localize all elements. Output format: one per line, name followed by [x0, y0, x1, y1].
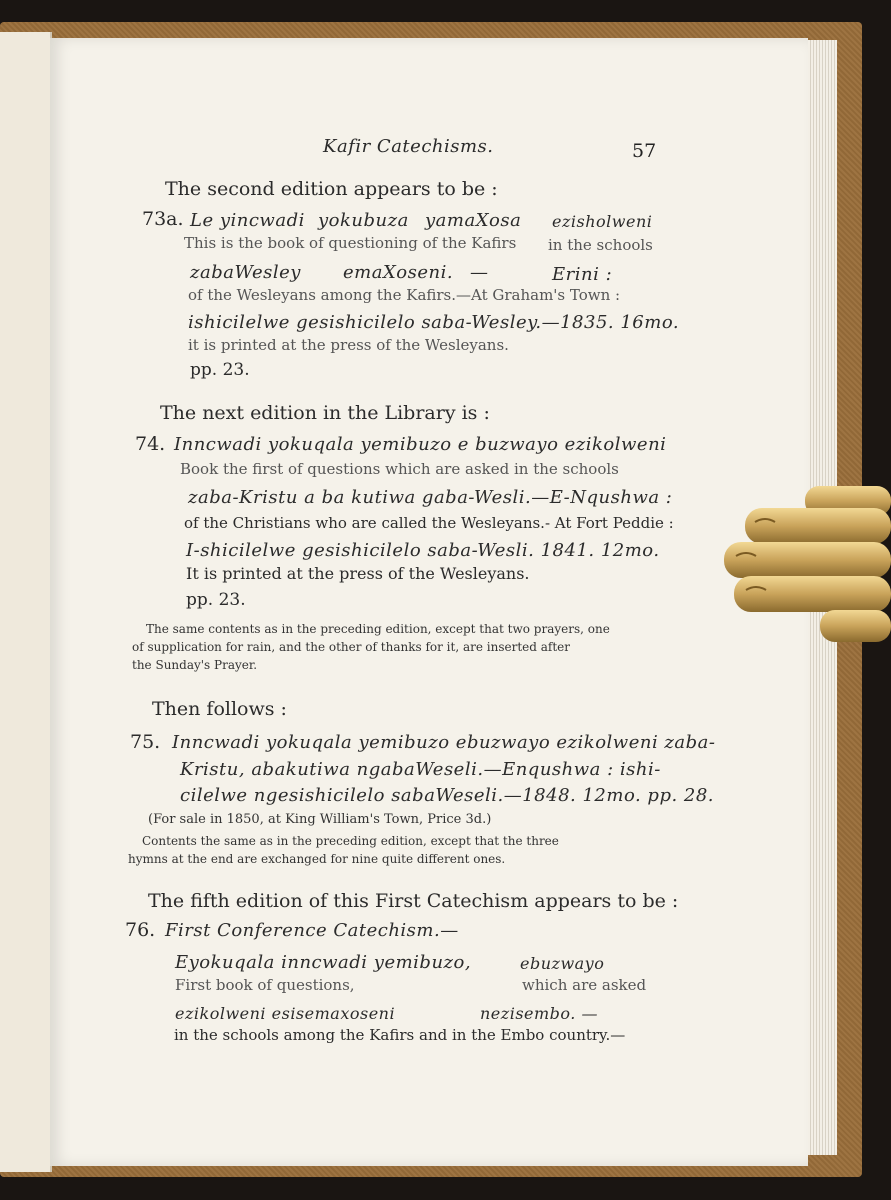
- english-gloss: It is printed at the press of the Wesleyans.: [186, 564, 530, 583]
- english-gloss: of the Christians who are called the Wesleyans.- At Fort Peddie :: [184, 514, 674, 532]
- brass-hand-bookweight: [720, 482, 891, 662]
- running-head-title: Kafir Catechisms.: [323, 136, 494, 157]
- english-gloss: of the Wesleyans among the Kafirs.—At Graham's Town :: [188, 286, 621, 304]
- intro-line-fifth-edition: The fifth edition of this First Catechism appears to be :: [148, 890, 679, 912]
- english-gloss: it is printed at the press of the Wesleyans.: [188, 336, 509, 354]
- kafir-text: Inncwadi yokuqala yemibuzo e buzwayo ezikolweni: [174, 434, 667, 455]
- kafir-text: zabaWesley: [190, 262, 301, 283]
- note-text: Contents the same as in the preceding edition, except that the three: [142, 834, 559, 848]
- left-page-edge: [0, 32, 52, 1172]
- page-number: 57: [632, 140, 657, 162]
- kafir-text: Kristu, abakutiwa ngabaWeseli.—Enqushwa : ishi-: [180, 759, 661, 780]
- note-text: The same contents as in the preceding edition, except that two prayers, one: [146, 622, 610, 636]
- kafir-text: ezisholweni: [552, 212, 653, 231]
- english-gloss: First book of questions,: [175, 976, 355, 994]
- intro-line-then-follows: Then follows :: [152, 698, 287, 720]
- kafir-text: ishicilelwe gesishicilelo saba-Wesley.—1835. 16mo.: [188, 312, 680, 333]
- kafir-text: Eyokuqala inncwadi yemibuzo,: [175, 952, 472, 973]
- english-gloss: in the schools: [548, 236, 653, 254]
- kafir-text: First Conference Catechism.—: [165, 920, 459, 941]
- kafir-text: Erini :: [552, 264, 613, 285]
- english-gloss: Book the first of questions which are asked in the schools: [180, 460, 619, 478]
- kafir-text: yokubuza: [318, 210, 409, 231]
- kafir-text: ebuzwayo: [520, 954, 605, 973]
- kafir-text: —: [470, 262, 489, 283]
- entry-number: 74.: [135, 433, 166, 455]
- note-text: the Sunday's Prayer.: [132, 658, 258, 672]
- kafir-text: yamaXosa: [425, 210, 522, 231]
- entry-number: 75.: [130, 731, 161, 753]
- entry-number: 73a.: [142, 208, 184, 230]
- kafir-text: Le yincwadi: [190, 210, 305, 231]
- intro-line-second-edition: The second edition appears to be :: [165, 178, 498, 200]
- kafir-text: zaba-Kristu a ba kutiwa gaba-Wesli.—E-Nqushwa :: [188, 487, 673, 508]
- entry-number: 76.: [125, 919, 156, 941]
- pagination-note: pp. 23.: [190, 360, 250, 380]
- english-gloss: which are asked: [522, 976, 647, 994]
- kafir-text: ezikolweni esisemaxoseni: [175, 1004, 396, 1023]
- note-text: (For sale in 1850, at King William's Town, Price 3d.): [148, 812, 492, 827]
- kafir-text: emaXoseni.: [343, 262, 454, 283]
- note-text: hymns at the end are exchanged for nine quite different ones.: [128, 852, 506, 866]
- note-text: of supplication for rain, and the other of thanks for it, are inserted after: [132, 640, 570, 654]
- intro-line-next-edition: The next edition in the Library is :: [160, 402, 490, 424]
- english-gloss: This is the book of questioning of the Kafirs: [184, 234, 517, 252]
- kafir-text: I-shicilelwe gesishicilelo saba-Wesli. 1841. 12mo.: [186, 540, 660, 561]
- kafir-text: Inncwadi yokuqala yemibuzo ebuzwayo ezikolweni zaba-: [172, 732, 716, 753]
- kafir-text: cilelwe ngesishicilelo sabaWeseli.—1848. 12mo. pp. 28.: [180, 785, 715, 806]
- english-gloss: in the schools among the Kafirs and in the Embo country.—: [174, 1026, 626, 1044]
- pagination-note: pp. 23.: [186, 590, 246, 610]
- kafir-text: nezisembo. —: [480, 1004, 598, 1023]
